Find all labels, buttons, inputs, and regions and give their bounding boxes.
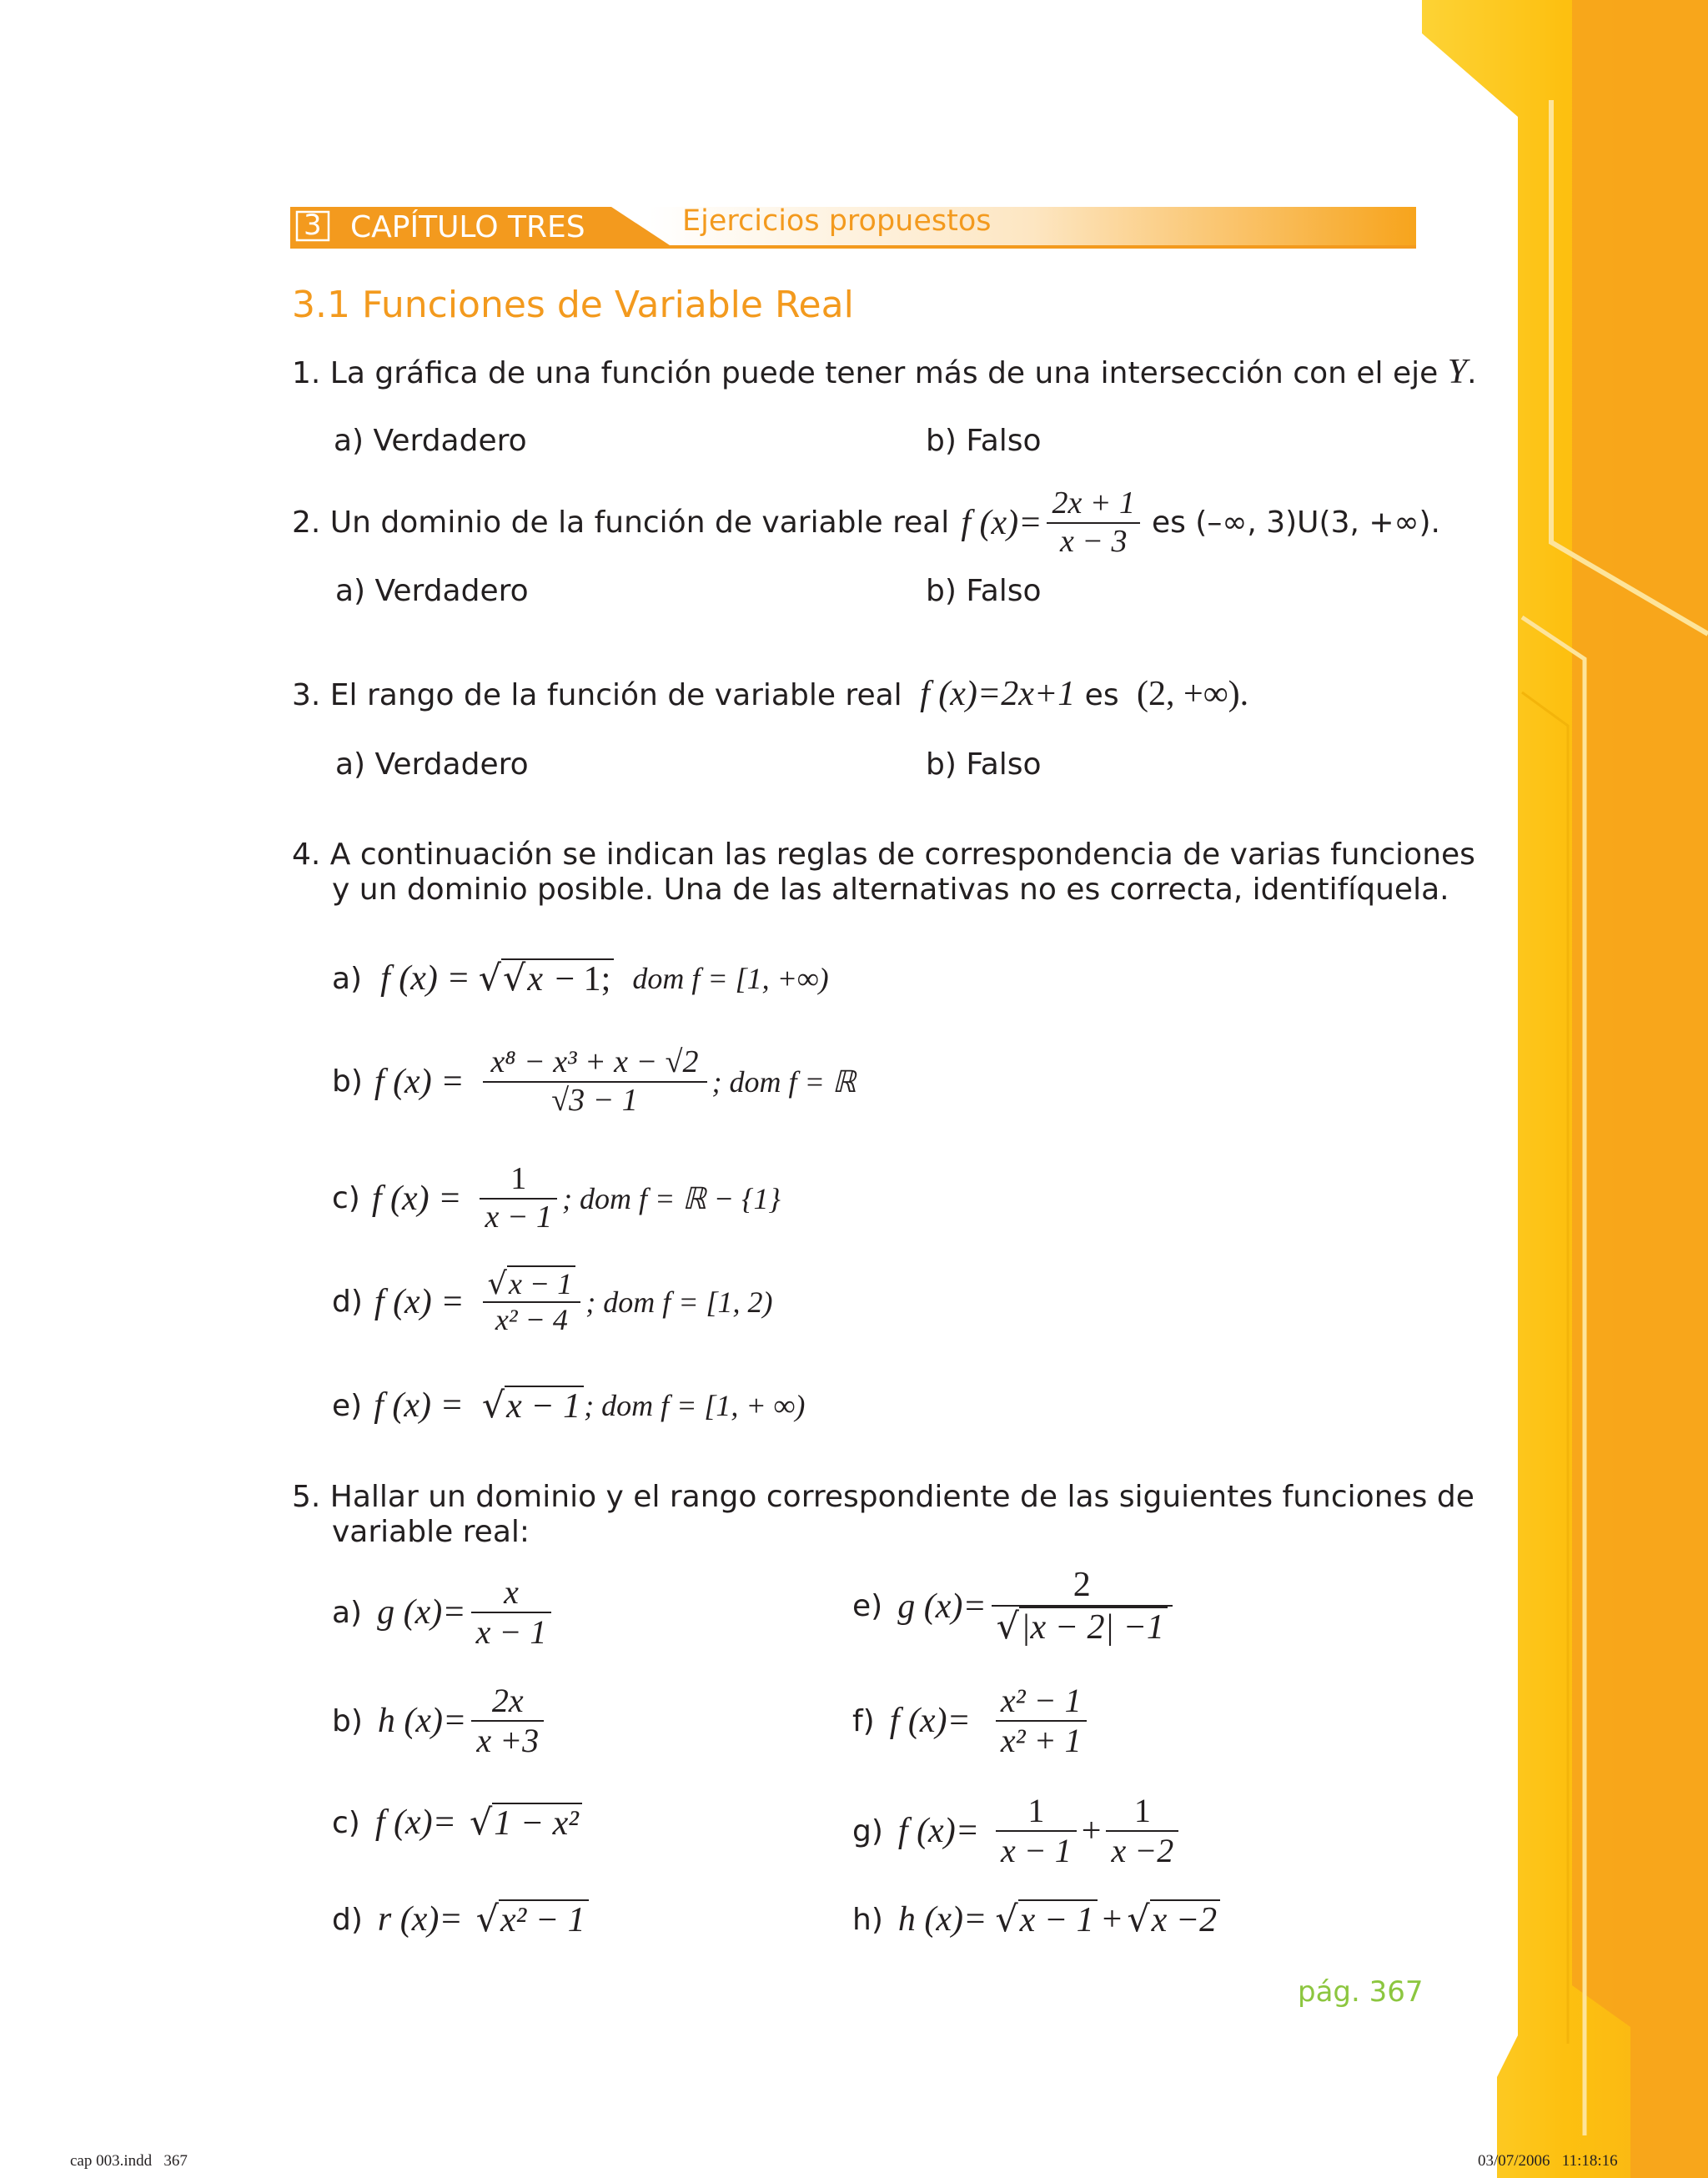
question-5-item-b — [332, 1682, 549, 1760]
question-4-item-d — [332, 1266, 773, 1338]
question-5-line-1: 5. Hallar un dominio y el rango correspondiente de las siguientes funciones de — [292, 1480, 1474, 1514]
item-denominator-radicand: |x − 2| −1 — [1019, 1607, 1168, 1647]
nested-radical: √√x − 1; — [479, 958, 615, 999]
question-2-denominator: x − 3 — [1059, 523, 1128, 559]
item-denominator: √3 − 1 — [551, 1082, 638, 1118]
item-domain: ; dom f = [1, 2) — [585, 1285, 773, 1319]
question-5-line-2: variable real: — [332, 1515, 530, 1549]
item-denominator: x +3 — [476, 1722, 540, 1759]
item-denominator-2: x −2 — [1111, 1832, 1174, 1869]
item-fraction — [483, 1266, 581, 1338]
question-4-item-e — [332, 1385, 805, 1426]
item-fraction-2 — [1106, 1792, 1178, 1870]
item-plus: + — [1081, 1812, 1102, 1850]
item-lhs: g (x)= — [377, 1593, 466, 1632]
question-2-numerator: 2x + 1 — [1047, 485, 1140, 524]
section-label: Ejercicios propuestos — [682, 204, 992, 238]
question-1-option-a: a) Verdadero — [334, 424, 527, 458]
question-5-item-g — [852, 1792, 1183, 1870]
page-number-prefix: pág. — [1298, 1975, 1360, 2009]
item-denominator: x − 1 — [485, 1199, 552, 1235]
item-fraction-1 — [996, 1792, 1077, 1870]
section-title: 3.1 Funciones de Variable Real — [292, 284, 854, 326]
item-lhs: f (x) = — [380, 959, 470, 998]
question-5-item-a — [332, 1573, 556, 1652]
item-numerator: 2x — [471, 1682, 544, 1722]
item-lhs: f (x)= — [374, 1803, 456, 1842]
chapter-number: 3 — [304, 209, 322, 242]
item-lhs: h (x)= — [377, 1702, 467, 1740]
item-lhs: f (x) = — [374, 1062, 465, 1101]
item-fraction — [471, 1573, 552, 1652]
item-fraction — [471, 1682, 544, 1760]
item-denominator-1: x − 1 — [1001, 1832, 1072, 1869]
item-label: c) — [332, 1181, 360, 1216]
item-domain: ; dom f = [1, + ∞) — [584, 1389, 806, 1422]
footer-left: cap 003.indd 367 — [70, 2152, 188, 2170]
item-radical-2: √x −2 — [1127, 1899, 1220, 1940]
item-numerator: 2 — [992, 1565, 1173, 1607]
item-numerator: x — [471, 1573, 552, 1613]
item-domain: ; dom f = ℝ — [711, 1064, 857, 1099]
item-denominator: x² − 4 — [495, 1303, 568, 1337]
item-numerator: √x − 1 — [483, 1266, 581, 1303]
item-lhs: f (x)= — [889, 1702, 971, 1740]
item-label: a) — [332, 961, 363, 996]
item-numerator: 1 — [480, 1161, 557, 1200]
item-numerator-2: 1 — [1106, 1792, 1178, 1832]
question-2 — [292, 485, 1440, 560]
question-1-option-b: b) Falso — [926, 424, 1042, 458]
item-radical: √x² − 1 — [476, 1899, 589, 1940]
item-numerator-radicand: x − 1 — [507, 1265, 575, 1300]
item-label: d) — [332, 1902, 363, 1937]
item-denominator: x − 1 — [475, 1613, 547, 1651]
item-lhs: g (x)= — [897, 1587, 987, 1626]
item-radicand: 1 − x² — [492, 1803, 582, 1843]
question-2-text: 2. Un dominio de la función de variable real — [292, 506, 950, 541]
item-radicand: x − 1 — [505, 1386, 584, 1426]
item-lhs: h (x)= — [897, 1900, 987, 1939]
question-5-item-f — [852, 1682, 1092, 1760]
question-3 — [292, 674, 1248, 714]
question-3-expression: f (x)=2x+1 — [920, 675, 1076, 713]
item-fraction — [483, 1044, 707, 1119]
page-number — [1298, 1975, 1424, 2009]
page-number-value: 367 — [1369, 1975, 1424, 2009]
item-label: h) — [852, 1902, 883, 1937]
item-numerator: x⁸ − x³ + x − √2 — [483, 1044, 707, 1083]
item-label: b) — [332, 1703, 363, 1738]
question-2-lhs: f (x)= — [961, 503, 1042, 542]
question-5-item-d — [332, 1899, 589, 1940]
item-label: c) — [332, 1805, 360, 1840]
item-fraction — [996, 1682, 1087, 1760]
question-4-item-c — [332, 1161, 781, 1235]
question-4-item-b — [332, 1044, 856, 1119]
question-3-es: es — [1084, 678, 1119, 712]
item-fraction — [480, 1161, 557, 1235]
item-label: d) — [332, 1285, 363, 1320]
item-lhs: f (x) = — [371, 1179, 462, 1218]
item-domain: dom f = [1, +∞) — [632, 962, 829, 995]
item-radical: √x − 1 — [482, 1385, 584, 1426]
question-4-line-1: 4. A continuación se indican las reglas de correspondencia de varias funciones — [292, 837, 1475, 872]
question-1-text: 1. La gráfica de una función puede tener más de una intersección con el eje — [292, 356, 1439, 390]
question-5-item-e — [852, 1565, 1178, 1648]
item-lhs: f (x) = — [374, 1386, 464, 1425]
item-fraction — [992, 1565, 1173, 1648]
item-lhs: f (x)= — [897, 1812, 980, 1850]
item-denominator: x² + 1 — [1000, 1722, 1082, 1759]
item-denominator: √|x − 2| −1 — [992, 1607, 1173, 1647]
chapter-title: CAPÍTULO TRES — [350, 210, 585, 244]
item-plus: + — [1102, 1900, 1123, 1939]
item-numerator-1: 1 — [996, 1792, 1077, 1832]
chapter-header — [290, 204, 1416, 250]
question-2-fraction — [1047, 485, 1140, 560]
question-4-item-a — [332, 958, 829, 999]
question-4-line-2: y un dominio posible. Una de las alternativas no es correcta, identifíquela. — [332, 873, 1449, 907]
question-3-option-a: a) Verdadero — [335, 747, 529, 782]
item-numerator: x² − 1 — [996, 1682, 1087, 1722]
footer-right: 03/07/2006 11:18:16 — [1478, 2152, 1618, 2170]
item-label: a) — [332, 1595, 363, 1630]
question-1-end: . — [1467, 356, 1477, 390]
question-2-option-b: b) Falso — [926, 574, 1042, 608]
item-radicand: x² − 1 — [499, 1899, 589, 1939]
item-label: f) — [852, 1703, 875, 1738]
question-5-item-c — [332, 1802, 582, 1844]
question-2-tail: es (–∞, 3)U(3, +∞). — [1151, 506, 1440, 541]
item-domain: ; dom f = ℝ − {1} — [561, 1181, 781, 1215]
item-label: b) — [332, 1064, 363, 1099]
item-radicand-1: x − 1 — [1018, 1899, 1098, 1939]
question-5-item-h — [852, 1899, 1220, 1940]
item-lhs: r (x)= — [377, 1900, 463, 1939]
question-3-option-b: b) Falso — [926, 747, 1042, 782]
question-2-option-a: a) Verdadero — [335, 574, 529, 608]
item-radical: √1 − x² — [470, 1802, 582, 1844]
question-3-interval: (2, +∞). — [1137, 675, 1249, 713]
question-3-text: 3. El rango de la función de variable real — [292, 678, 902, 712]
item-label: e) — [852, 1589, 883, 1624]
decorative-side-band — [1418, 0, 1708, 2178]
question-1 — [292, 352, 1477, 392]
item-label: e) — [332, 1388, 363, 1423]
inner-radicand: x — [525, 958, 546, 998]
radicand-rest: − 1; — [555, 960, 611, 998]
item-label: g) — [852, 1813, 883, 1849]
item-lhs: f (x) = — [374, 1282, 465, 1321]
item-radicand-2: x −2 — [1150, 1899, 1220, 1939]
item-radical-1: √x − 1 — [995, 1899, 1097, 1940]
question-1-variable: Y — [1447, 353, 1468, 391]
